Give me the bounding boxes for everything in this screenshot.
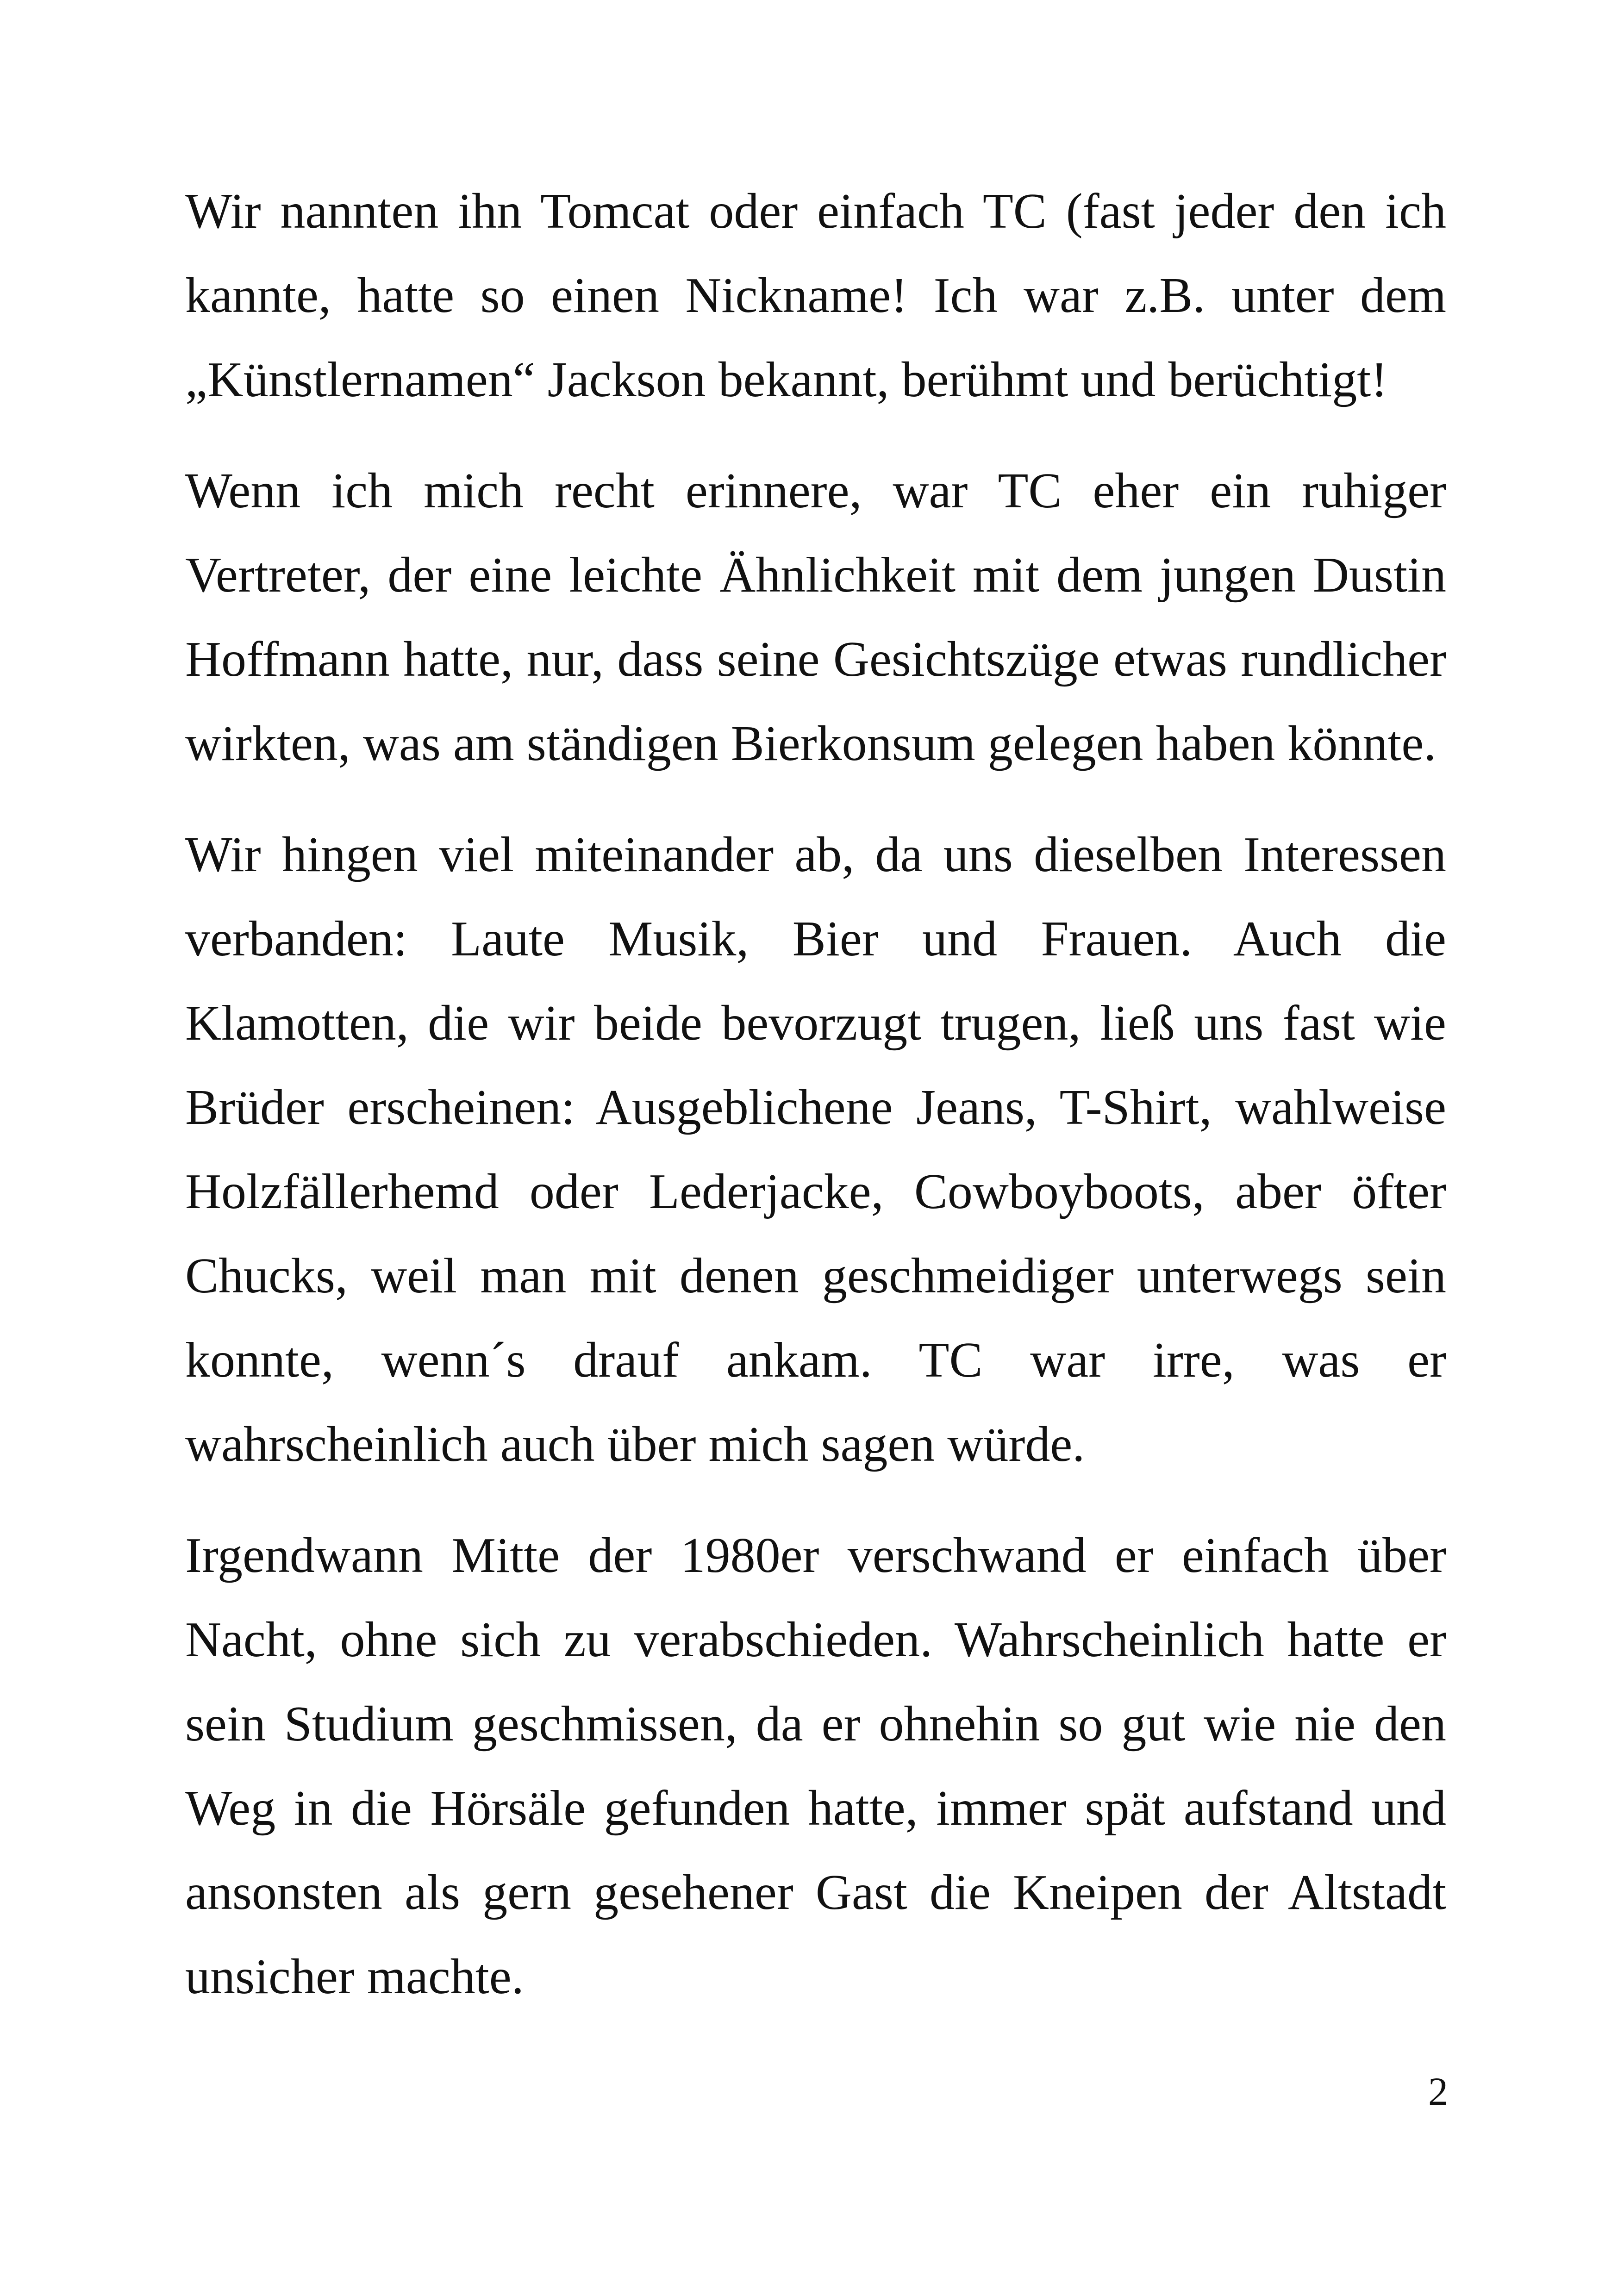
page-number: 2 xyxy=(1428,2069,1448,2114)
paragraph-2: Wenn ich mich recht erinnere, war TC eher ein ruhiger Vertreter, der eine leichte Ähnlichkeit mit dem jungen Dustin Hoffmann hatte, nur, dass seine Gesichtszüge etwas rundlicher wirkten, was am ständigen Bierkonsum gelegen haben könnte. xyxy=(185,463,1446,771)
paragraph-1: Wir nannten ihn Tomcat oder einfach TC (fast jeder den ich kannte, hatte so einen Nickname! Ich war z.B. unter dem „Künstlernamen“ Jackson bekannt, berühmt und berüchtigt! xyxy=(185,184,1446,407)
paragraph-4: Irgendwann Mitte der 1980er verschwand er einfach über Nacht, ohne sich zu verabschieden. Wahrscheinlich hatte er sein Studium geschmissen, da er ohnehin so gut wie nie den Weg in die Hörsäle gefunden hatte, immer spät aufstand und ansonsten als gern gesehener Gast die Kneipen der Altstadt unsicher machte. xyxy=(185,1528,1446,2004)
body-text xyxy=(185,169,1446,2046)
paragraph-3: Wir hingen viel miteinander ab, da uns dieselben Interessen verbanden: Laute Musik, Bier und Frauen. Auch die Klamotten, die wir beide bevorzugt trugen, ließ uns fast wie Brüder erscheinen: Ausgeblichene Jeans, T-Shirt, wahlweise Holzfällerhemd oder Lederjacke, Cowboyboots, aber öfter Chucks, weil man mit denen geschmeidiger unterwegs sein konnte, wenn´s drauf ankam. TC war irre, was er wahrscheinlich auch über mich sagen würde. xyxy=(185,827,1446,1472)
